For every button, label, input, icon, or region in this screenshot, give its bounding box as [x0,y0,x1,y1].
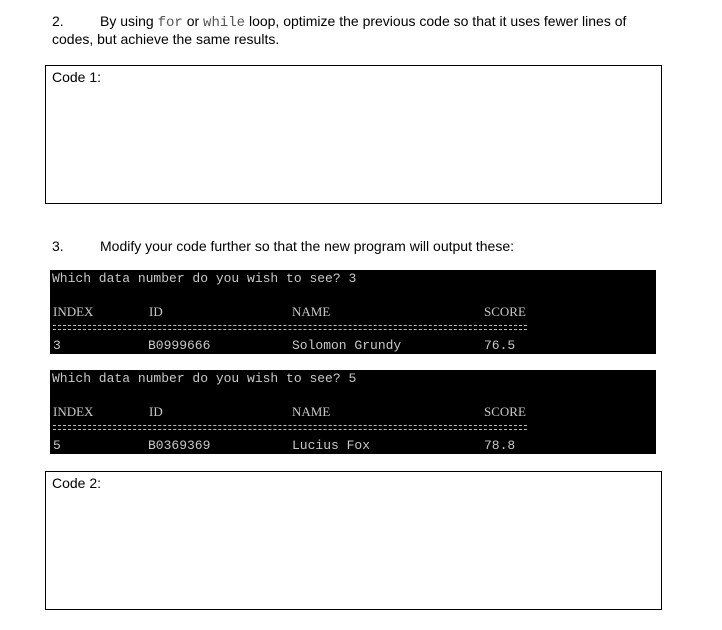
header-score: SCORE [484,304,526,319]
header-index: INDEX [53,404,94,419]
question-2-line2: codes, but achieve the same results. [52,31,280,47]
header-score: SCORE [484,404,526,419]
divider-line [53,329,527,330]
code-while-keyword: while [203,15,246,31]
code-1-label: Code 1: [52,69,102,85]
header-name: NAME [292,304,331,319]
code-2-label: Code 2: [52,475,102,491]
divider-line [53,325,527,326]
header-name: NAME [292,404,331,419]
terminal-output-2 [50,370,656,454]
row-name: Lucius Fox [292,438,371,453]
terminal-output-1 [50,270,656,354]
question-3-number: 3. [52,238,64,254]
row-index: 3 [53,338,61,353]
question-2-text-after: loop, optimize the previous code so that it uses fewer lines of [245,13,627,29]
row-name: Solomon Grundy [292,338,402,353]
question-2-number: 2. [52,13,64,29]
terminal-prompt: Which data number do you wish to see? 3 [52,271,357,286]
header-index: INDEX [53,304,94,319]
question-2 [52,13,64,30]
question-2-text-before: By using [100,13,158,29]
code-1-answer-box[interactable] [45,65,662,204]
code-2-answer-box[interactable] [45,471,662,610]
divider-line [53,429,527,430]
divider-line [53,425,527,426]
terminal-prompt: Which data number do you wish to see? 5 [52,371,357,386]
header-id: ID [149,304,163,319]
row-index: 5 [53,438,61,453]
row-id: B0999666 [148,338,211,353]
question-2-text [100,13,626,32]
row-score: 76.5 [484,338,516,353]
row-score: 78.8 [484,438,516,453]
header-id: ID [149,404,163,419]
question-2-text-or: or [182,13,204,29]
row-id: B0369369 [148,438,211,453]
code-for-keyword: for [157,15,183,31]
question-3-text: Modify your code further so that the new program will output these: [100,238,514,254]
